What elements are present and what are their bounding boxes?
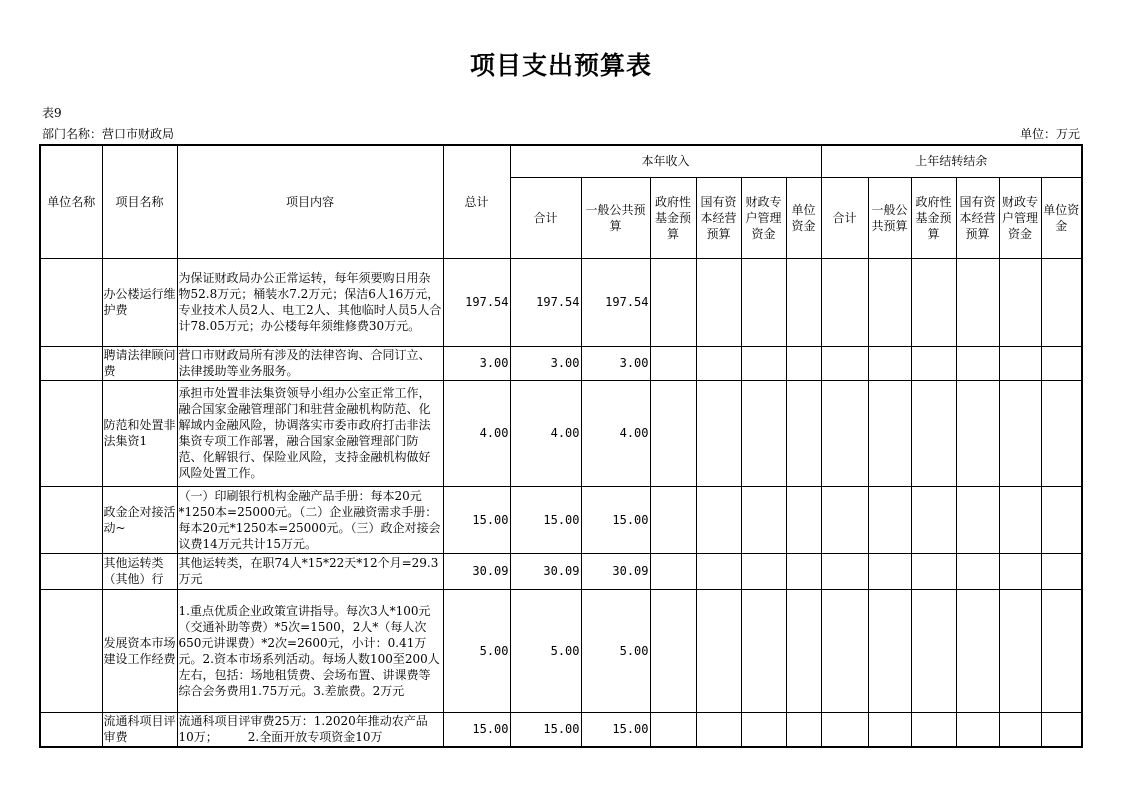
row-empty-cell — [786, 346, 821, 380]
row-empty-cell — [650, 712, 696, 747]
row-empty-cell — [786, 589, 821, 712]
row-empty-cell — [786, 553, 821, 589]
row-empty-cell — [696, 589, 741, 712]
row-total: 3.00 — [443, 346, 510, 380]
row-empty-cell — [786, 258, 821, 346]
header-unit-name: 单位名称 — [40, 145, 102, 258]
row-empty-cell — [868, 258, 911, 346]
row-empty-cell — [821, 553, 868, 589]
header-current-sum: 合计 — [510, 177, 581, 258]
row-empty-cell — [911, 553, 956, 589]
row-project-content: 其他运转类，在职74人*15*22天*12个月=29.3万元 — [177, 553, 443, 589]
header-project-name: 项目名称 — [102, 145, 177, 258]
row-empty-cell — [741, 486, 786, 553]
row-current-sum: 15.00 — [510, 712, 581, 747]
row-empty-cell — [741, 258, 786, 346]
header-current-fund: 政府性基金预算 — [650, 177, 696, 258]
row-empty-cell — [956, 258, 999, 346]
row-empty-cell — [956, 553, 999, 589]
row-project-name: 防范和处置非法集资1 — [102, 380, 177, 486]
row-empty-cell — [911, 380, 956, 486]
row-empty-cell — [821, 712, 868, 747]
row-empty-cell — [696, 486, 741, 553]
row-current-general: 3.00 — [581, 346, 650, 380]
row-project-content: 营口市财政局所有涉及的法律咨询、合同订立、法律援助等业务服务。 — [177, 346, 443, 380]
header-carryover-general: 一般公共预算 — [868, 177, 911, 258]
row-empty-cell — [786, 712, 821, 747]
row-empty-cell — [1041, 258, 1082, 346]
row-empty-cell — [999, 589, 1041, 712]
row-empty-cell — [1041, 553, 1082, 589]
header-current-unit-funds: 单位资金 — [786, 177, 821, 258]
row-project-name: 其他运转类（其他）行 — [102, 553, 177, 589]
row-empty-cell — [650, 380, 696, 486]
row-project-content: （一）印刷银行机构金融产品手册：每本20元*1250本=25000元。（二）企业融资需求手册：每本20元*1250本=25000元。（三）政企对接会议费14万元共计15万元。 — [177, 486, 443, 553]
row-empty-cell — [956, 380, 999, 486]
row-current-sum: 3.00 — [510, 346, 581, 380]
header-carryover: 上年结转结余 — [821, 145, 1082, 177]
row-empty-cell — [999, 486, 1041, 553]
row-total: 5.00 — [443, 589, 510, 712]
row-project-content: 流通科项目评审费25万：1.2020年推动农产品10万； 2.全面开放专项资金10万 — [177, 712, 443, 747]
row-total: 15.00 — [443, 486, 510, 553]
row-empty-cell — [1041, 346, 1082, 380]
row-current-general: 15.00 — [581, 712, 650, 747]
row-current-general: 15.00 — [581, 486, 650, 553]
row-project-name: 聘请法律顾问费 — [103, 348, 176, 378]
budget-table — [39, 144, 1083, 748]
row-empty-cell — [696, 346, 741, 380]
row-empty-cell — [911, 486, 956, 553]
header-project-content: 项目内容 — [177, 145, 443, 258]
row-empty-cell — [956, 486, 999, 553]
page-title: 项目支出预算表 — [469, 51, 652, 80]
row-unit-name — [40, 486, 102, 553]
row-empty-cell — [868, 486, 911, 553]
row-unit-name — [40, 258, 102, 346]
row-empty-cell — [911, 258, 956, 346]
row-empty-cell — [650, 258, 696, 346]
row-current-sum: 30.09 — [510, 553, 581, 589]
row-empty-cell — [741, 589, 786, 712]
row-unit-name — [40, 712, 102, 747]
row-unit-name — [40, 346, 102, 380]
row-empty-cell — [786, 486, 821, 553]
header-carryover-special-account: 财政专户管理资金 — [999, 177, 1041, 258]
row-total: 197.54 — [443, 258, 510, 346]
row-empty-cell — [911, 712, 956, 747]
row-empty-cell — [650, 589, 696, 712]
row-empty-cell — [741, 380, 786, 486]
row-empty-cell — [868, 589, 911, 712]
row-empty-cell — [1041, 712, 1082, 747]
row-project-content: 承担市处置非法集资领导小组办公室正常工作，融合国家金融管理部门和驻营金融机构防范、化解域内金融风险，协调落实市委市政府打击非法集资专项工作部署，融合国家金融管理部门防范、化解银行、保险业风险，支持金融机构做好风险处置工作。 — [177, 380, 443, 486]
row-empty-cell — [741, 553, 786, 589]
header-carryover-fund: 政府性基金预算 — [911, 177, 956, 258]
row-empty-cell — [999, 712, 1041, 747]
table-row — [40, 380, 1082, 486]
row-empty-cell — [696, 712, 741, 747]
row-empty-cell — [821, 258, 868, 346]
table-row — [40, 712, 1082, 747]
table-number: 表9 — [42, 106, 62, 120]
header-current-income: 本年收入 — [510, 145, 821, 177]
row-current-general: 4.00 — [581, 380, 650, 486]
row-current-sum: 4.00 — [510, 380, 581, 486]
row-empty-cell — [1041, 380, 1082, 486]
row-project-content: 1.重点优质企业政策宣讲指导。每次3人*100元（交通补助等费）*5次=1500，2人*（每人次650元讲课费）*2次=2600元，小计：0.41万元。2.资本市场系列活动。每场人数100至200人左右，包括：场地租赁费、会场布置、讲课费等综合会务费用1.75万元。3.差旅费。2万元 — [177, 589, 443, 712]
row-empty-cell — [999, 346, 1041, 380]
row-empty-cell — [956, 589, 999, 712]
row-total: 30.09 — [443, 553, 510, 589]
row-total: 4.00 — [443, 380, 510, 486]
row-empty-cell — [911, 346, 956, 380]
row-project-content: 为保证财政局办公正常运转，每年须要购日用杂物52.8万元；桶装水7.2万元；保洁6人16万元，专业技术人员2人、电工2人、其他临时人员5人合计78.05万元；办公楼每年须维修费30万元。 — [177, 258, 443, 346]
row-unit-name — [40, 589, 102, 712]
header-current-special-account: 财政专户管理资金 — [741, 177, 786, 258]
row-empty-cell — [1041, 486, 1082, 553]
row-empty-cell — [786, 380, 821, 486]
row-current-general: 197.54 — [581, 258, 650, 346]
table-row — [40, 589, 1082, 712]
row-empty-cell — [868, 712, 911, 747]
row-empty-cell — [741, 346, 786, 380]
row-empty-cell — [650, 553, 696, 589]
row-project-name: 办公楼运行维护费 — [102, 258, 177, 346]
table-row — [40, 258, 1082, 346]
row-empty-cell — [956, 346, 999, 380]
row-empty-cell — [696, 258, 741, 346]
row-empty-cell — [650, 486, 696, 553]
department-name: 部门名称：营口市财政局 — [42, 127, 175, 141]
row-empty-cell — [821, 380, 868, 486]
row-empty-cell — [868, 553, 911, 589]
row-empty-cell — [821, 346, 868, 380]
row-empty-cell — [650, 346, 696, 380]
row-empty-cell — [1041, 589, 1082, 712]
row-empty-cell — [696, 380, 741, 486]
header-current-general: 一般公共预算 — [581, 177, 650, 258]
row-empty-cell — [999, 553, 1041, 589]
header-current-state-capital: 国有资本经营预算 — [696, 177, 741, 258]
row-current-general: 30.09 — [581, 553, 650, 589]
row-current-sum: 15.00 — [510, 486, 581, 553]
row-empty-cell — [999, 380, 1041, 486]
header-total: 总计 — [443, 145, 510, 258]
row-empty-cell — [821, 486, 868, 553]
row-empty-cell — [741, 712, 786, 747]
row-empty-cell — [868, 380, 911, 486]
table-row — [40, 486, 1082, 553]
row-project-name: 发展资本市场建设工作经费 — [102, 589, 177, 712]
row-project-name: 政金企对接活动~ — [102, 486, 177, 553]
header-carryover-unit-funds: 单位资金 — [1041, 177, 1082, 258]
row-current-sum: 5.00 — [510, 589, 581, 712]
row-current-general: 5.00 — [581, 589, 650, 712]
table-row — [40, 553, 1082, 589]
row-empty-cell — [911, 589, 956, 712]
header-carryover-state-capital: 国有资本经营预算 — [956, 177, 999, 258]
row-empty-cell — [696, 553, 741, 589]
row-unit-name — [40, 380, 102, 486]
table-row — [40, 346, 1082, 380]
header-carryover-sum: 合计 — [821, 177, 868, 258]
row-empty-cell — [821, 589, 868, 712]
row-unit-name — [40, 553, 102, 589]
row-empty-cell — [868, 346, 911, 380]
row-current-sum: 197.54 — [510, 258, 581, 346]
row-total: 15.00 — [443, 712, 510, 747]
unit-label: 单位：万元 — [1019, 127, 1080, 141]
row-empty-cell — [999, 258, 1041, 346]
row-project-name: 流通科项目评审费 — [102, 712, 177, 747]
row-empty-cell — [956, 712, 999, 747]
